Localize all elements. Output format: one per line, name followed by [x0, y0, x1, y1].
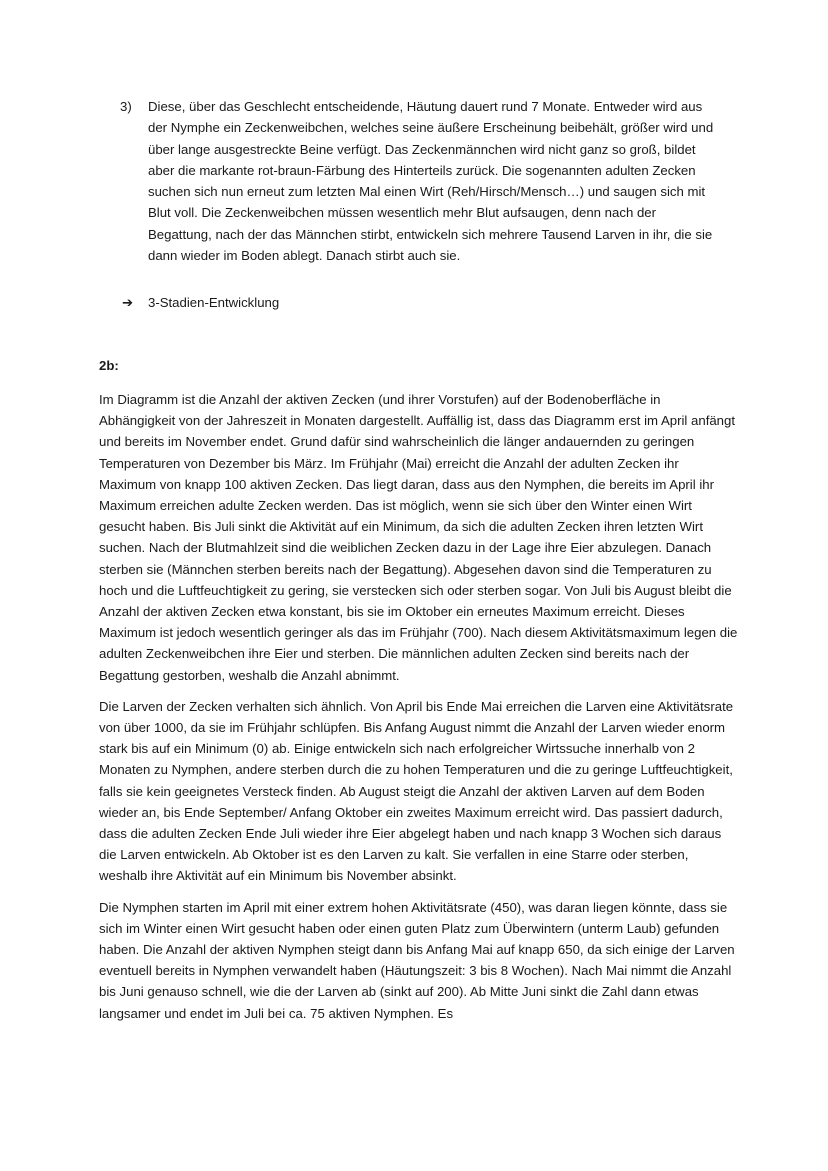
arrow-right-icon: ➔	[122, 295, 134, 310]
section-heading: 2b:	[99, 358, 119, 373]
conclusion-line	[122, 292, 279, 313]
paragraph-larvae: Die Larven der Zecken verhalten sich ähnlich. Von April bis Ende Mai erreichen die Larven eine Aktivitätsrate von über 1000, da sie im Frühjahr schlüpfen. Bis Anfang August nimmt die Anzahl der Larven wieder enorm stark bis auf ein Minimum (0) ab. Einige entwickeln sich nach erfolgreicher Wirtssuche innerhalb von 2 Monaten zu Nymphen, andere sterben durch die zu hohen Temperaturen und die zu geringe Luftfeuchtigkeit, falls sie kein geeignetes Versteck finden. Ab August steigt die Anzahl der aktiven Larven auf dem Boden wieder an, bis Ende September/ Anfang Oktober ein zweites Maximum erreicht wird. Das passiert dadurch, dass die adulten Zecken Ende Juli wieder ihre Eier abgelegt haben und nach knapp 3 Wochen sich daraus die Larven entwickeln. Ab Oktober ist es den Larven zu kalt. Sie verfallen in eine Starre oder sterben, weshalb ihre Aktivität auf ein Minimum bis November absinkt.	[99, 698, 734, 884]
item-text: Diese, über das Geschlecht entscheidende, Häutung dauert rund 7 Monate. Entweder wird aus der Nymphe ein Zeckenweibchen, welches seine äußere Erscheinung beibehält, größer wird und über lange ausgestreckte Beine verfügt. Das Zeckenmännchen wird nicht ganz so groß, bildet aber die markante rot-braun-Färbung des Hinterteils zurück. Die sogenannten adulten Zecken suchen sich nun erneut zum letzten Mal einen Wirt (Reh/Hirsch/Mensch…) und saugen sich mit Blut voll. Die Zeckenweibchen müssen wesentlich mehr Blut aufsaugen, denn nach der Begattung, nach der das Männchen stirbt, entwickeln sich mehrere Tausend Larven in ihr, die sie dann wieder im Boden ablegt. Danach stirbt auch sie.	[148, 99, 714, 264]
numbered-item-3	[120, 96, 720, 266]
paragraph-nymphs: Die Nymphen starten im April mit einer extrem hohen Aktivitätsrate (450), was daran liegen könnte, dass sie sich im Winter einen Wirt gesucht haben oder einen guten Platz zum Überwintern (unterm Laub) gefunden haben. Die Anzahl der aktiven Nymphen steigt dann bis Anfang Mai auf knapp 650, da sich einige der Larven eventuell bereits in Nymphen verwandelt haben (Häutungszeit: 3 bis 8 Wochen). Nach Mai nimmt die Anzahl bis Juni genauso schnell, wie die der Larven ab (sinkt auf 200). Ab Mitte Juni sinkt die Zahl dann etwas langsamer und endet im Juli bei ca. 75 aktiven Nymphen. Es	[99, 899, 735, 1021]
section-body	[99, 389, 739, 1034]
conclusion-text: 3-Stadien-Entwicklung	[148, 295, 280, 310]
paragraph-adults: Im Diagramm ist die Anzahl der aktiven Zecken (und ihrer Vorstufen) auf der Bodenoberfläche in Abhängigkeit von der Jahreszeit in Monaten dargestellt. Auffällig ist, dass das Diagramm erst im April anfängt und bereits im November endet. Grund dafür sind wahrscheinlich die länger andauernden zu geringen Temperaturen von Dezember bis März. Im Frühjahr (Mai) erreicht die Anzahl der adulten Zecken ihr Maximum von knapp 100 aktiven Zecken. Das liegt daran, dass aus den Nymphen, die bereits im April ihr Maximum erreichen adulte Zecken werden. Das ist möglich, wenn sie sich über den Winter einen Wirt gesucht haben. Bis Juli sinkt die Aktivität auf ein Minimum, da sich die adulten Zecken ihren letzten Wirt suchen. Nach der Blutmahlzeit sind die weiblichen Zecken dazu in der Lage ihre Eier abzulegen. Danach sterben sie (Männchen sterben bereits nach der Begattung). Abgesehen davon sind die Temperaturen zu hoch und die Luftfeuchtigkeit zu gering, sie verstecken sich oder sterben sogar. Von Juli bis August bleibt die Anzahl der aktiven Zecken etwa konstant, bis sie im Oktober ein erneutes Maximum erreicht. Dieses Maximum ist jedoch wesentlich geringer als das im Frühjahr (700). Nach diesem Aktivitätsmaximum legen die adulten Zeckenweibchen ihre Eier und sterben. Die männlichen adulten Zecken sind bereits nach der Begattung gestorben, weshalb die Anzahl abnimmt.	[99, 392, 738, 683]
item-number: 3)	[120, 99, 132, 114]
